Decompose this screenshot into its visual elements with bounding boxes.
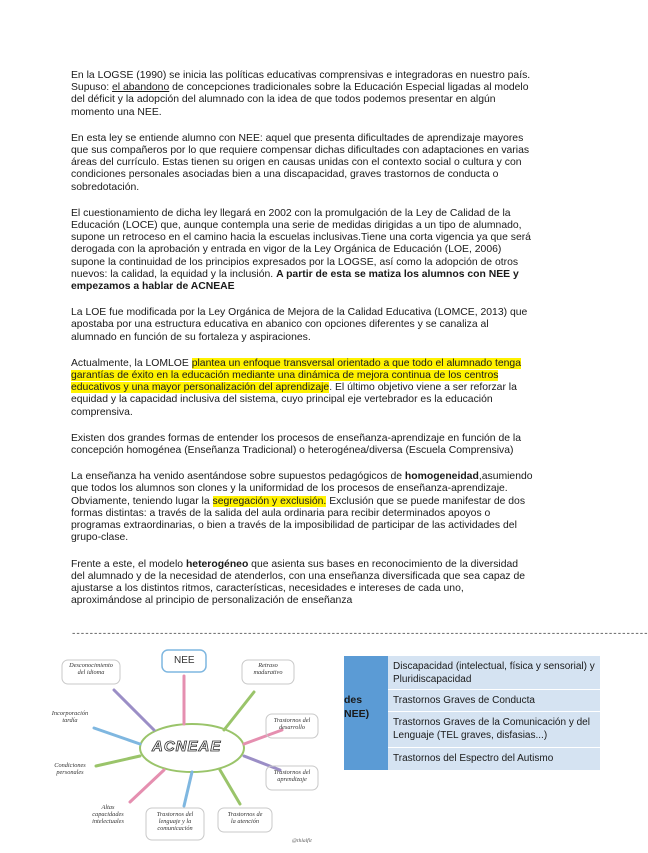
mindmap-node-atencion: Trastornos de la atención <box>227 811 263 826</box>
document-body <box>71 70 533 621</box>
arrow-desconocimiento <box>114 690 154 730</box>
paragraph-logse <box>71 70 533 119</box>
highlighted-text: segregación y exclusión. <box>212 495 327 507</box>
text-run: Actualmente, la LOMLOE <box>71 357 192 369</box>
bold-text: A partir de esta se matiza los alumnos con NEE y empezamos a hablar de ACNEAE <box>71 268 519 293</box>
mindmap-node-aprendizaje: Trastornos del aprendizaje <box>273 769 311 784</box>
paragraph-heterogeneous <box>71 559 533 608</box>
mindmap-node-desconocimiento: Desconocimiento del idioma <box>69 662 113 677</box>
table-cell-autismo: Trastornos del Espectro del Autismo <box>388 747 600 770</box>
paragraph-loce-loe <box>71 208 533 293</box>
text-run: El cuestionamiento de dicha ley llegará en 2002 con la promulgación de la Ley de Calidad de la Educación (LOCE) que, aunque contempla una serie de medidas dirigidas a un tipo de alumnado, supone un retroceso en el camino hacia la escuelas inclusivas.Tiene una corta vigencia ya que será derogada con la aprobación y entrada en vigor de la Ley Orgánica de Educación (LOE, 2006) supone la continuidad de los principios expresados por la LOGSE, así como la adopción de otros nuevos: la calidad, la equidad y la inclusión. <box>71 207 531 280</box>
table-cell-comunicacion: Trastornos Graves de la Comunicación y del Lenguaje (TEL graves, disfasias...) <box>388 711 600 747</box>
arrow-atencion <box>220 770 240 804</box>
arrow-altas <box>130 770 164 802</box>
arrow-aprendizaje <box>244 756 280 770</box>
paragraph-homogeneity <box>71 471 533 544</box>
paragraph-lomloe <box>71 358 533 419</box>
table-header-column <box>344 656 388 770</box>
text-run: En la LOGSE (1990) se inicia las políticas educativas comprensivas e integradoras en nuestro país. Supuso: <box>71 70 531 94</box>
nee-table <box>344 656 600 770</box>
mindmap-signature: @thlalfit <box>292 838 312 844</box>
table-header-label-1: des <box>344 694 363 706</box>
table-body <box>388 656 600 770</box>
separator-line: ----------------------------------------------------------------------------------------------------------------------------------- <box>71 629 648 639</box>
arrow-retraso <box>224 692 254 730</box>
mindmap-node-condiciones: Condiciones personales <box>54 762 86 777</box>
bold-text: homogeneidad <box>404 471 479 483</box>
paragraph-two-forms: Existen dos grandes formas de entender los procesos de enseñanza-aprendizaje en función de la concepción homogénea (Enseñanza Tradicional) o heterogénea/diversa (Escuela Comprensiva) <box>71 432 521 457</box>
highlighted-text: plantea un enfoque transversal orientado a que todo el alumnado tenga garantías de éxito en la educación mediante una dinámica de mejora continua de los centros educativos y una mayor personalización del aprendizaje <box>71 357 521 394</box>
paragraph-lomce: La LOE fue modificada por la Ley Orgánica de Mejora de la Calidad Educativa (LOMCE, 2013) que apostaba por una estructura educativa en abanico con opciones diferentes y se canaliza al alumnado en función de su fortaleza y aspiraciones. <box>71 307 528 343</box>
text-run: La enseñanza ha venido asentándose sobre supuestos pedagógicos de <box>71 471 405 483</box>
mindmap-node-desarrollo: Trastornos del desarrollo <box>273 717 311 732</box>
bold-text: heterogéneo <box>185 558 249 570</box>
text-run: Exclusión que se puede manifestar de dos formas distintas: a través de la salida del aula ordinaria para recibir determinados apoyos o programas extraordinarias, o bien a través de la imposibilidad de participar de las actividades del grupo-clase. <box>71 495 526 544</box>
mindmap-node-retraso: Retraso madurativo <box>253 662 283 677</box>
arrow-lenguaje <box>184 772 192 806</box>
mindmap-nee-label: NEE <box>174 655 195 666</box>
underlined-text: el abandono <box>112 82 170 94</box>
table-header-label-2: NEE) <box>344 708 370 720</box>
table-cell-discapacidad: Discapacidad (intelectual, física y sensorial) y Pluridiscapacidad <box>393 661 595 685</box>
paragraph-nee-definition: En esta ley se entiende alumno con NEE: aquel que presenta dificultades de aprendizaje mayores que sus compañeros por lo que requiere compensar dichas dificultades con adaptaciones en varias áreas del currículo. Estas tienen su origen en causas unidas con el contexto social o cultura y con condiciones personales asociadas bien a una discapacidad, graves trastornos de conducta o sobredotación. <box>71 132 530 193</box>
mindmap-node-altas: Altas capacidades intelectuales <box>92 804 124 826</box>
table-cell-conducta: Trastornos Graves de Conducta <box>388 689 600 711</box>
text-run: ,asumiendo que todos los alumnos son clones y la uniformidad de los procesos de enseñanza-aprendizaje. Obviamente, teniendo lugar la <box>71 471 533 507</box>
arrow-condiciones <box>96 756 140 766</box>
text-run: de concepciones tradicionales sobre la Educación Especial ligadas al modelo del déficit y la adopción del alumnado con la idea de que todos podemos presentar en algún momento una NEE. <box>71 82 529 118</box>
arrow-desarrollo <box>244 730 282 744</box>
acneae-mindmap <box>44 640 344 848</box>
arrow-incorporacion <box>94 728 140 744</box>
mindmap-center-label: ACNEAE <box>152 738 222 755</box>
text-run: que asienta sus bases en reconocimiento de la diversidad del alumnado y de la necesidad de atenderlos, con una enseñanza diversificada que sea capaz de ajustarse a los distintos ritmos, características, necesidades e intereses de cada uno, aproximándose al principio de personalización de enseñanza <box>71 558 526 607</box>
text-run: . El último objetivo viene a ser reforzar la equidad y la capacidad inclusiva del sistema, cuyo principal eje vertebrador es la educación comprensiva. <box>71 382 517 418</box>
text-run: Frente a este, el modelo <box>71 558 186 570</box>
mindmap-node-incorporacion: Incorporación tardía <box>51 710 89 725</box>
mindmap-node-lenguaje: Trastornos del lenguaje y la comunicación <box>156 811 194 833</box>
